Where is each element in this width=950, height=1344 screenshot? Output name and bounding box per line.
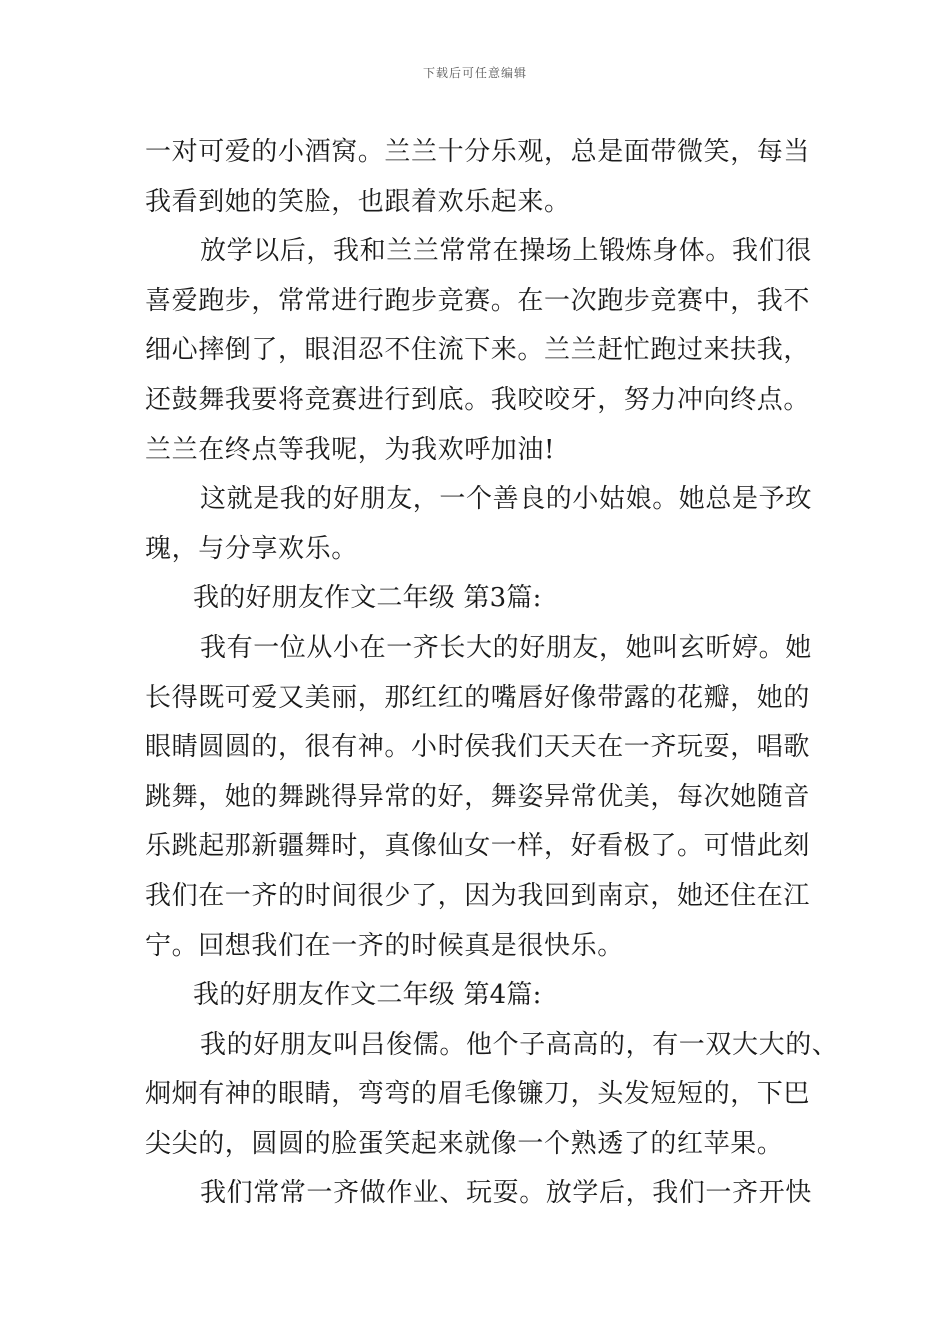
text-line-3: 放学以后，我和兰兰常常在操场上锻炼身体。我们很 xyxy=(200,236,812,267)
text-line-8: 这就是我的好朋友，一个善良的小姑娘。她总是予玫 xyxy=(200,484,812,515)
text-line-7: 兰兰在终点等我呢，为我欢呼加油! xyxy=(145,434,556,465)
text-line-4: 喜爱跑步，常常进行跑步竞赛。在一次跑步竞赛中，我不 xyxy=(145,285,811,316)
text-line-6: 还鼓舞我要将竞赛进行到底。我咬咬牙，努力冲向终点。 xyxy=(145,384,811,415)
text-line-20: 炯炯有神的眼睛，弯弯的眉毛像镰刀，头发短短的，下巴 xyxy=(145,1079,811,1110)
text-line-19: 我的好朋友叫吕俊儒。他个子高高的，有一双大大的、 xyxy=(200,1029,839,1060)
text-line-1: 一对可爱的小酒窝。兰兰十分乐观，总是面带微笑，每当 xyxy=(145,137,811,167)
text-line-12: 长得既可爱又美丽，那红红的嘴唇好像带露的花瓣，她的 xyxy=(145,682,811,713)
text-line-9: 瑰，与分享欢乐。 xyxy=(145,533,358,564)
text-line-11: 我有一位从小在一齐长大的好朋友，她叫玄昕婷。她 xyxy=(200,632,812,663)
text-line-21: 尖尖的，圆圆的脸蛋笑起来就像一个熟透了的红苹果。 xyxy=(145,1128,784,1159)
text-line-14: 跳舞，她的舞跳得异常的好，舞姿异常优美，每次她随音 xyxy=(145,781,811,812)
text-line-2: 我看到她的笑脸，也跟着欢乐起来。 xyxy=(145,186,571,217)
section-heading-4: 我的好朋友作文二年级 第4篇: xyxy=(193,980,542,1011)
text-line-22: 我们常常一齐做作业、玩耍。放学后，我们一齐开快 xyxy=(200,1178,812,1209)
text-line-13: 眼睛圆圆的，很有神。小时侯我们天天在一齐玩耍，唱歌 xyxy=(145,732,811,763)
page-header: 下载后可任意编辑 xyxy=(422,66,527,80)
text-line-16: 我们在一齐的时间很少了，因为我回到南京，她还住在江 xyxy=(145,880,811,911)
text-line-17: 宁。回想我们在一齐的时候真是很快乐。 xyxy=(145,930,624,961)
document-body xyxy=(145,128,839,1219)
text-line-5: 细心摔倒了，眼泪忍不住流下来。兰兰赶忙跑过来扶我， xyxy=(145,335,811,366)
text-line-15: 乐跳起那新疆舞时，真像仙女一样，好看极了。可惜此刻 xyxy=(145,831,811,862)
section-heading-3: 我的好朋友作文二年级 第3篇: xyxy=(193,583,542,614)
